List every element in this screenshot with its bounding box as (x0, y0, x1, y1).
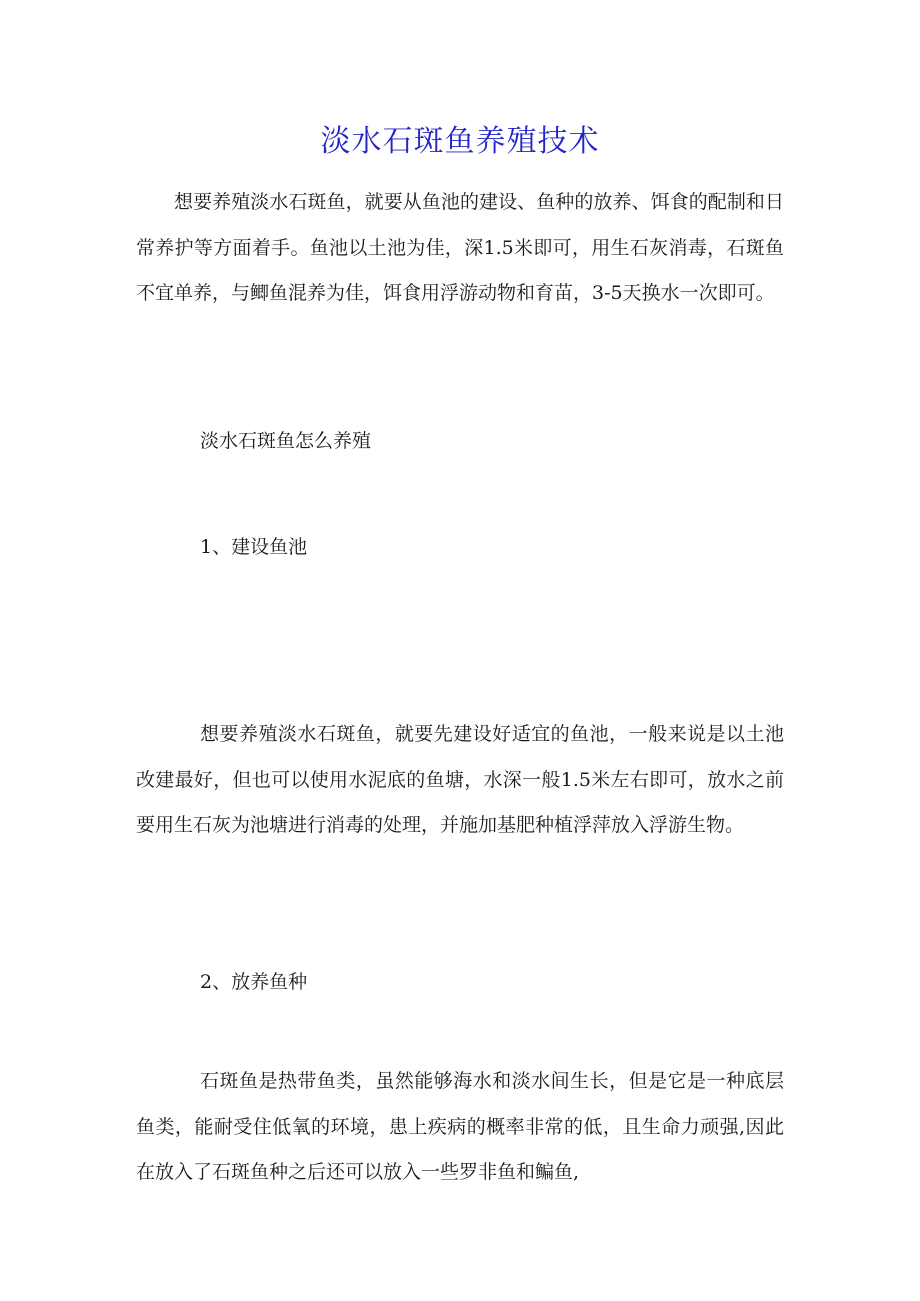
paragraph-build-pond: 想要养殖淡水石斑鱼，就要先建设好适宜的鱼池，一般来说是以土池改建最好，但也可以使用水泥底的鱼塘，水深一般1.5米左右即可，放水之前要用生石灰为池塘进行消毒的处理，并施加基肥种植浮萍放入浮游生物。 (136, 723, 784, 836)
document-title: 淡水石斑鱼养殖技术 (320, 124, 600, 159)
subsection-heading-stock-fry: 2、放养鱼种 (200, 971, 308, 993)
subsection-heading-build-pond: 1、建设鱼池 (200, 536, 308, 558)
section-heading: 淡水石斑鱼怎么养殖 (200, 430, 372, 452)
paragraph-stock-fry: 石斑鱼是热带鱼类，虽然能够海水和淡水间生长，但是它是一种底层鱼类，能耐受住低氧的环境，患上疾病的概率非常的低，且生命力顽强,因此在放入了石斑鱼种之后还可以放入一些罗非鱼和鳊鱼, (136, 1070, 784, 1183)
intro-paragraph: 想要养殖淡水石斑鱼，就要从鱼池的建设、鱼种的放养、饵食的配制和日常养护等方面着手。鱼池以土池为佳，深1.5米即可，用生石灰消毒，石斑鱼不宜单养，与鲫鱼混养为佳，饵食用浮游动物和育苗，3-5天换水一次即可。 (136, 191, 784, 304)
